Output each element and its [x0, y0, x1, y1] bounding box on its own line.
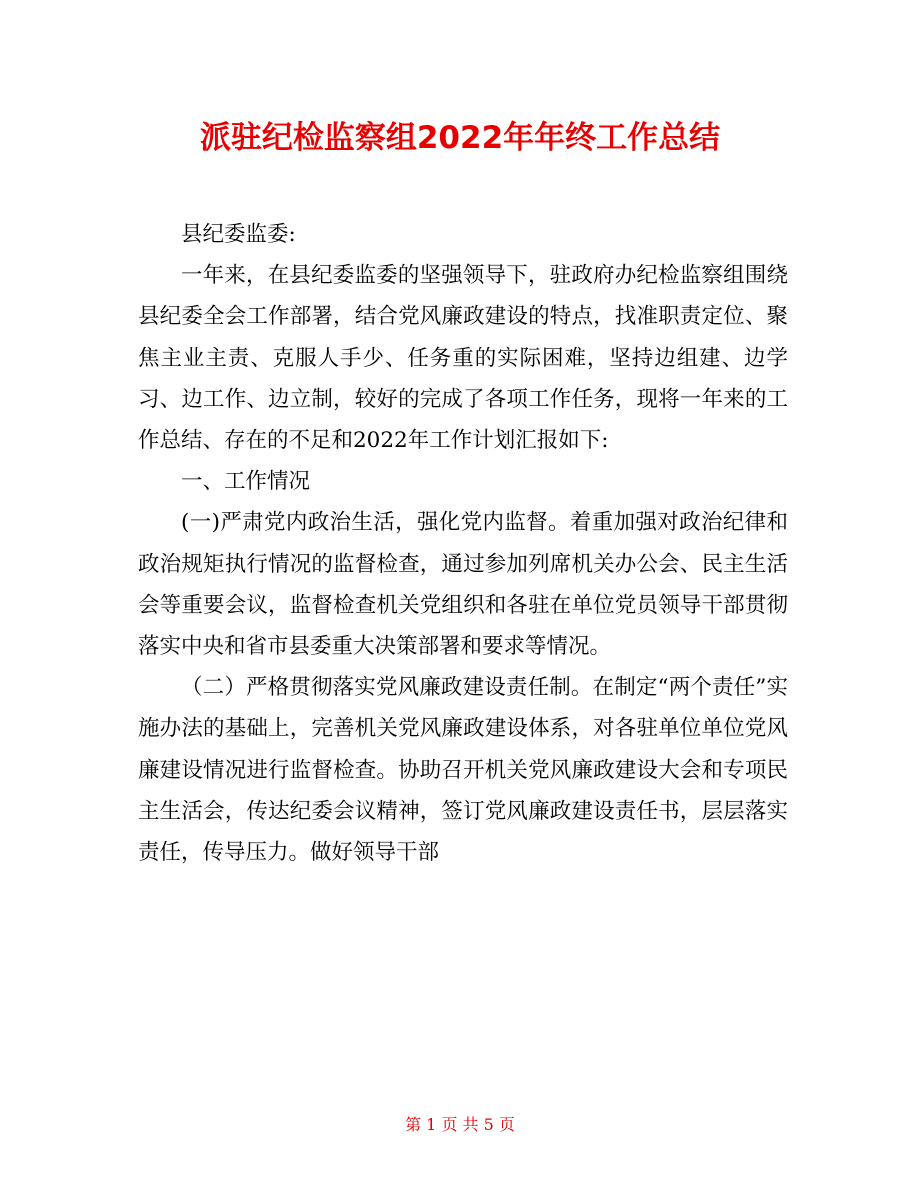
document-body	[138, 214, 788, 873]
document-title: 派驻纪检监察组2022年年终工作总结	[199, 120, 721, 156]
salutation-paragraph: 县纪委监委:	[181, 222, 296, 247]
section-heading: 一、工作情况	[181, 469, 311, 495]
body-paragraph: （二）严格贯彻落实党风廉政建设责任制。在制定“两个责任”实施办法的基础上，完善机关党风廉政建设体系，对各驻单位单位党风廉建设情况进行监督检查。协助召开机关党风廉政建设大会和专项民主生活会，传达纪委会议精神，签订党风廉政建设责任书，层层落实责任，传导压力。做好领导干部	[138, 675, 788, 866]
body-paragraph: (一)严肃党内政治生活，强化党内监督。着重加强对政治纪律和政治规矩执行情况的监督检查，通过参加列席机关办公会、民主生活会等重要会议，监督检查机关党组织和各驻在单位党员领导干部贯彻落实中央和省市县委重大决策部署和要求等情况。	[138, 510, 788, 660]
page-number-footer: 第 1 页 共 5 页	[405, 1115, 515, 1134]
intro-paragraph: 一年来，在县纪委监委的坚强领导下，驻政府办纪检监察组围绕县纪委全会工作部署，结合党风廉政建设的特点，找准职责定位、聚焦主业主责、克服人手少、任务重的实际困难，坚持边组建、边学习、边工作、边立制，较好的完成了各项工作任务，现将一年来的工作总结、存在的不足和2022年工作计划汇报如下:	[138, 263, 788, 454]
